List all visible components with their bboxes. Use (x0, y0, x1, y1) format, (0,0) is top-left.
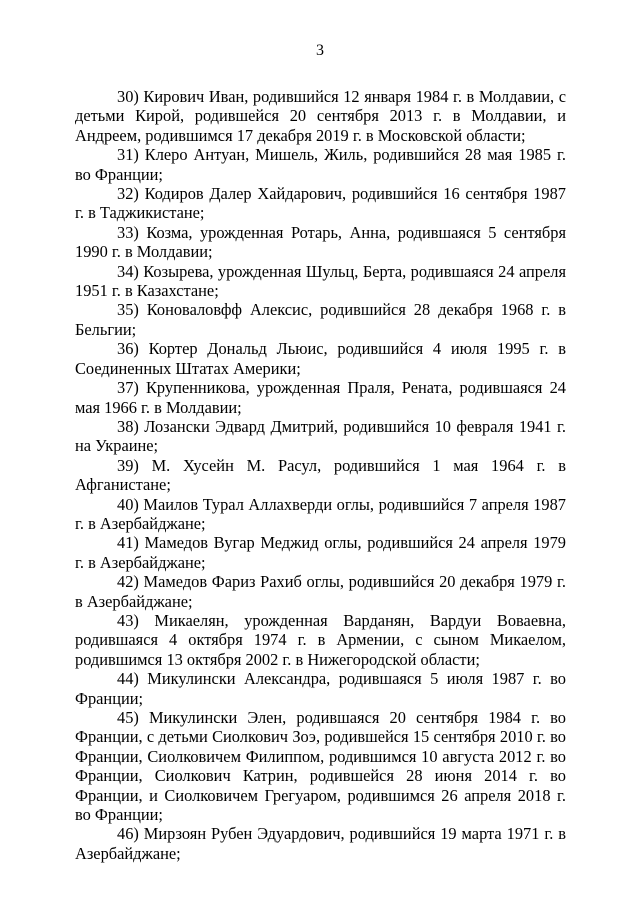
list-entry-45: 45) Микулински Элен, родившаяся 20 сентября 1984 г. во Франции, с детьми Сиолкович Зоэ, родившейся 15 сентября 2010 г. во Франции, Сиолковичем Филиппом, родившимся 10 августа 2012 г. во Франции, Сиолкович Катрин, родившейся 28 июня 2014 г. во Франции, и Сиолковичем Грегуаром, родившимся 26 апреля 2018 г. во Франции; (75, 708, 566, 825)
list-entry-40: 40) Маилов Турал Аллахверди оглы, родившийся 7 апреля 1987 г. в Азербайджане; (75, 494, 566, 533)
list-entry-42: 42) Мамедов Фариз Рахиб оглы, родившийся 20 декабря 1979 г. в Азербайджане; (75, 572, 566, 611)
page-number: 3 (316, 42, 324, 59)
list-entry-43: 43) Микаелян, урожденная Варданян, Вардуи Воваевна, родившаяся 4 октября 1974 г. в Армении, с сыном Микаелом, родившимся 13 октября 2002 г. в Нижегородской области; (75, 610, 566, 669)
list-entry-32: 32) Кодиров Далер Хайдарович, родившийся 16 сентября 1987 г. в Таджикистане; (75, 184, 566, 223)
list-entry-37: 37) Крупенникова, урожденная Праля, Рената, родившаяся 24 мая 1966 г. в Молдавии; (75, 378, 566, 417)
entry-list (75, 87, 566, 863)
list-entry-34: 34) Козырева, урожденная Шульц, Берта, родившаяся 24 апреля 1951 г. в Казахстане; (75, 261, 566, 301)
list-entry-46: 46) Мирзоян Рубен Эдуардович, родившийся 19 марта 1971 г. в Азербайджане; (75, 824, 566, 863)
list-entry-33: 33) Козма, урожденная Ротарь, Анна, родившаяся 5 сентября 1990 г. в Молдавии; (75, 222, 566, 262)
list-entry-31: 31) Клеро Антуан, Мишель, Жиль, родившийся 28 мая 1985 г. во Франции; (75, 145, 566, 184)
list-entry-44: 44) Микулински Александра, родившаяся 5 июля 1987 г. во Франции; (75, 669, 566, 708)
list-entry-39: 39) М. Хусейн М. Расул, родившийся 1 мая 1964 г. в Афганистане; (75, 455, 566, 495)
list-entry-38: 38) Лозански Эдвард Дмитрий, родившийся 10 февраля 1941 г. на Украине; (75, 416, 566, 456)
list-entry-35: 35) Коноваловфф Алексис, родившийся 28 декабря 1968 г. в Бельгии; (75, 300, 566, 339)
list-entry-36: 36) Кортер Дональд Льюис, родившийся 4 июля 1995 г. в Соединенных Штатах Америки; (75, 339, 566, 378)
list-entry-41: 41) Мамедов Вугар Меджид оглы, родившийся 24 апреля 1979 г. в Азербайджане; (75, 533, 566, 572)
list-entry-30: 30) Кирович Иван, родившийся 12 января 1984 г. в Молдавии, с детьми Кирой, родившейся 20 сентября 2013 г. в Молдавии, и Андреем, родившимся 17 декабря 2019 г. в Московской области; (75, 87, 566, 145)
